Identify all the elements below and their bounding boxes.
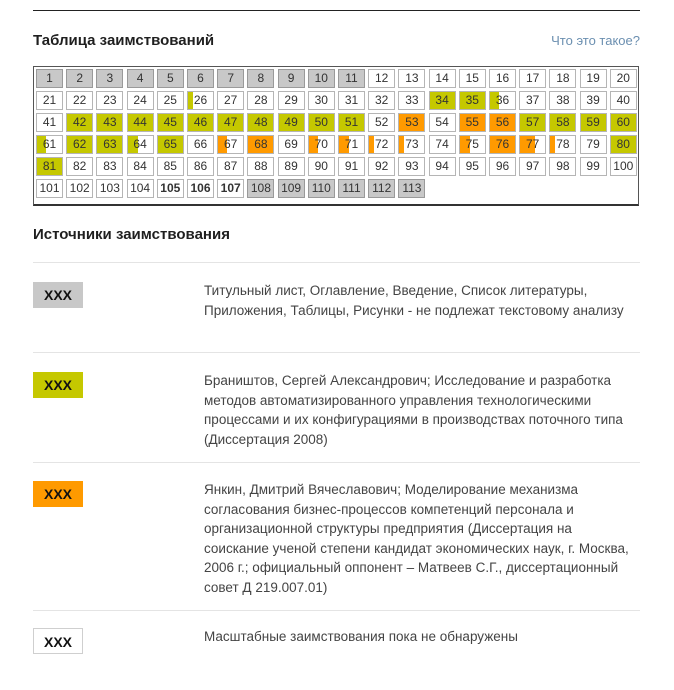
page-cell: [66, 135, 93, 154]
source-description: Браништов, Сергей Александрович; Исследование и разработка методов автоматизированного управления технологическими процессами и их конфигурациями в производствах поточного типа (Диссертация 2008): [204, 373, 623, 447]
page-number: 46: [193, 115, 208, 129]
page-cell: [66, 69, 93, 88]
page-number: 87: [224, 159, 238, 173]
page-cell: [187, 135, 214, 154]
page-cell: [96, 135, 123, 154]
source-row: [33, 352, 640, 463]
page-cell: [187, 113, 214, 132]
page-number: 98: [556, 159, 570, 173]
page-number: 109: [281, 181, 302, 195]
page-number: 21: [42, 93, 57, 107]
source-description: Янкин, Дмитрий Вячеславович; Моделирование механизма согласования бизнес-процессов компетенций персонала и организационной структуры предприятия (Диссертация на соискание ученой степени кандидат экономических наук, г. Москва, 2006 г.; официальный оппонент – Матвеев С.Г., диссертационный совет Д 219.007.01): [204, 482, 629, 595]
page-number: 99: [586, 159, 600, 173]
page-number: 103: [99, 181, 120, 195]
page-cell: [66, 179, 93, 198]
page-number: 38: [556, 93, 570, 107]
page-cell: [459, 135, 486, 154]
page-cell: [278, 91, 305, 110]
page-number: 113: [402, 181, 422, 195]
page-cell: [459, 157, 486, 176]
page-cell: [66, 157, 93, 176]
page-cell: [157, 91, 184, 110]
page-cell: [36, 91, 63, 110]
page-cell: [308, 91, 335, 110]
source-row: [33, 262, 640, 353]
page-number: 65: [163, 137, 177, 151]
page-cell: [398, 179, 425, 198]
page-cell: [308, 179, 335, 198]
page-number: 105: [160, 181, 181, 195]
page-number: 88: [254, 159, 268, 173]
page-cell: [489, 113, 516, 132]
page-cell: [247, 113, 274, 132]
page-cell: [308, 113, 335, 132]
page-number: 93: [405, 159, 419, 173]
page-number: 61: [42, 137, 57, 151]
page-cell: [338, 113, 365, 132]
page-number: 31: [344, 93, 359, 107]
page-cell: [127, 91, 154, 110]
source-description: Масштабные заимствования пока не обнаружены: [204, 629, 518, 644]
page-cell: [489, 135, 516, 154]
page-cell: [157, 113, 184, 132]
page-number: 81: [42, 159, 57, 173]
page-number: 53: [405, 115, 419, 129]
page-cell: [398, 135, 425, 154]
page-cell: [127, 179, 154, 198]
page-number: 22: [73, 93, 87, 107]
page-cell: [308, 135, 335, 154]
borrowing-fill: [399, 136, 404, 153]
page-cell: [368, 69, 395, 88]
page-number: 82: [73, 159, 87, 173]
page-number: 79: [586, 137, 600, 151]
page-number: 34: [435, 93, 449, 107]
page-number: 80: [616, 137, 630, 151]
page-number: 76: [495, 137, 510, 151]
source-badge: XXX: [33, 372, 83, 398]
source-row: [33, 462, 640, 611]
page-number: 8: [257, 71, 265, 85]
page-number: 100: [613, 159, 634, 173]
page-cell: [610, 135, 637, 154]
page-cell: [549, 69, 576, 88]
page-number: 13: [405, 71, 419, 85]
page-cell: [187, 157, 214, 176]
page-cell: [489, 157, 516, 176]
page-cell: [549, 113, 576, 132]
page-number: 19: [586, 71, 600, 85]
page-cell: [610, 157, 637, 176]
page-cell: [187, 69, 214, 88]
page-number: 97: [526, 159, 540, 173]
page-number: 32: [375, 93, 389, 107]
page-cell: [96, 69, 123, 88]
page-number: 67: [224, 137, 238, 151]
borrowing-fill: [550, 136, 555, 153]
sources-title: Источники заимствования: [33, 226, 230, 243]
page-cell: [127, 135, 154, 154]
page-cell: [429, 157, 456, 176]
page-number: 16: [495, 71, 510, 85]
page-cell: [368, 135, 395, 154]
page-number: 2: [76, 71, 84, 85]
page-cell: [580, 135, 607, 154]
page-number: 90: [314, 159, 328, 173]
page-number: 25: [163, 93, 177, 107]
page-cell: [549, 157, 576, 176]
page-number: 52: [375, 115, 389, 129]
borrowing-fill: [369, 136, 374, 153]
page-cell: [217, 69, 244, 88]
page-number: 17: [526, 71, 540, 85]
page-number: 94: [435, 159, 449, 173]
page-title: Таблица заимствований: [33, 31, 215, 49]
table-header: [33, 30, 640, 50]
page-cell: [580, 91, 607, 110]
page-number: 75: [465, 137, 479, 151]
what-is-this-link[interactable]: Что это такое?: [551, 32, 640, 48]
page-cell: [398, 69, 425, 88]
page-cell: [338, 135, 365, 154]
page-number: 28: [254, 93, 268, 107]
page-cell: [308, 69, 335, 88]
page-cell: [217, 113, 244, 132]
page-cell: [127, 69, 154, 88]
page-number: 112: [372, 181, 392, 195]
page-number: 78: [556, 137, 570, 151]
page-cell: [157, 179, 184, 198]
page-number: 7: [227, 71, 235, 85]
page-cell: [368, 91, 395, 110]
page-number: 85: [163, 159, 177, 173]
page-number: 35: [465, 93, 479, 107]
page-number: 1: [46, 71, 53, 85]
top-divider: [33, 10, 640, 11]
page-number: 110: [311, 181, 331, 195]
page-number: 77: [526, 137, 540, 151]
page-cell: [247, 179, 274, 198]
source-badge: XXX: [33, 628, 83, 654]
page-number: 9: [287, 71, 295, 85]
page-cell: [308, 157, 335, 176]
page-number: 71: [344, 137, 359, 151]
page-cell: [580, 69, 607, 88]
page-number: 60: [616, 115, 630, 129]
page-cell: [217, 179, 244, 198]
page-cell: [459, 91, 486, 110]
page-cell: [187, 91, 214, 110]
page-number: 58: [556, 115, 570, 129]
page-cell: [217, 157, 244, 176]
page-number: 59: [586, 115, 600, 129]
page-cell: [187, 179, 214, 198]
page-cell: [127, 157, 154, 176]
page-cell: [96, 157, 123, 176]
page-cell: [549, 91, 576, 110]
page-cell: [398, 91, 425, 110]
page-number: 39: [586, 93, 600, 107]
page-number: 29: [284, 93, 298, 107]
page-cell: [247, 69, 274, 88]
page-cell: [368, 179, 395, 198]
page-cell: [429, 91, 456, 110]
page-cell: [247, 135, 274, 154]
page-number: 63: [103, 137, 117, 151]
page-number: 57: [526, 115, 540, 129]
page-number: 15: [465, 71, 479, 85]
page-number: 104: [130, 181, 151, 195]
page-cell: [459, 113, 486, 132]
source-row: [33, 610, 640, 671]
page-number: 102: [69, 181, 90, 195]
page-number: 107: [220, 181, 241, 195]
page-number: 50: [314, 115, 328, 129]
page-cell: [429, 135, 456, 154]
page-cell: [96, 179, 123, 198]
page-number: 10: [314, 71, 328, 85]
page-cell: [217, 91, 244, 110]
page-cell: [157, 69, 184, 88]
page-cell: [610, 91, 637, 110]
page-number: 36: [495, 93, 510, 107]
page-number: 95: [465, 159, 479, 173]
source-badge: XXX: [33, 282, 83, 308]
page-number: 12: [375, 71, 389, 85]
borrowing-fill: [188, 92, 193, 109]
page-cell: [580, 113, 607, 132]
page-number: 44: [133, 115, 147, 129]
page-cell: [278, 179, 305, 198]
page-number: 41: [42, 115, 57, 129]
page-number: 6: [197, 71, 204, 85]
page-number: 84: [133, 159, 147, 173]
page-cell: [519, 157, 546, 176]
page-cell: [36, 113, 63, 132]
page-cell: [338, 157, 365, 176]
page-number: 86: [193, 159, 208, 173]
page-cell: [519, 135, 546, 154]
page-number: 51: [344, 115, 359, 129]
page-cell: [610, 69, 637, 88]
borrowing-grid: [33, 66, 639, 206]
page-number: 72: [375, 137, 389, 151]
page-cell: [519, 113, 546, 132]
page-cell: [157, 135, 184, 154]
page-number: 74: [435, 137, 449, 151]
page-cell: [278, 113, 305, 132]
page-cell: [519, 69, 546, 88]
page-number: 3: [106, 71, 114, 85]
page-number: 27: [224, 93, 238, 107]
page-number: 5: [166, 71, 174, 85]
page-cell: [489, 91, 516, 110]
page-cell: [36, 69, 63, 88]
page-number: 33: [405, 93, 419, 107]
page-number: 49: [284, 115, 298, 129]
page-number: 68: [254, 137, 268, 151]
page-cell: [398, 157, 425, 176]
page-cell: [96, 91, 123, 110]
page-number: 54: [435, 115, 449, 129]
page-number: 101: [39, 181, 60, 195]
page-number: 111: [342, 181, 361, 195]
page-cell: [217, 135, 244, 154]
page-cell: [247, 91, 274, 110]
page-cell: [338, 69, 365, 88]
page-number: 47: [224, 115, 238, 129]
page-number: 73: [405, 137, 419, 151]
page-cell: [127, 113, 154, 132]
page-number: 48: [254, 115, 268, 129]
page-cell: [519, 91, 546, 110]
page-cell: [368, 157, 395, 176]
page-cell: [398, 113, 425, 132]
page-cell: [278, 135, 305, 154]
page-cell: [66, 91, 93, 110]
page-number: 66: [193, 137, 208, 151]
page-cell: [36, 179, 63, 198]
page-number: 91: [344, 159, 359, 173]
page-cell: [580, 157, 607, 176]
page-cell: [278, 157, 305, 176]
page-cell: [36, 135, 63, 154]
page-cell: [247, 157, 274, 176]
page-cell: [96, 113, 123, 132]
page-cell: [429, 113, 456, 132]
page-number: 83: [103, 159, 117, 173]
page-cell: [549, 135, 576, 154]
page-cell: [429, 69, 456, 88]
page-number: 89: [284, 159, 298, 173]
page-number: 45: [163, 115, 177, 129]
page-cell: [338, 91, 365, 110]
page-cell: [459, 69, 486, 88]
page-number: 40: [616, 93, 630, 107]
page-number: 69: [284, 137, 298, 151]
page-number: 24: [133, 93, 147, 107]
page-number: 4: [136, 71, 144, 85]
page-number: 14: [435, 71, 449, 85]
page-number: 96: [495, 159, 510, 173]
page-cell: [278, 69, 305, 88]
source-description: Титульный лист, Оглавление, Введение, Список литературы, Приложения, Таблицы, Рисунки - не подлежат текстовому анализу: [204, 283, 624, 318]
page-number: 92: [375, 159, 389, 173]
page-number: 43: [103, 115, 117, 129]
page-number: 55: [465, 115, 479, 129]
page-number: 23: [103, 93, 117, 107]
page-number: 70: [314, 137, 328, 151]
page-number: 42: [73, 115, 87, 129]
page-cell: [338, 179, 365, 198]
page-number: 26: [193, 93, 208, 107]
page-cell: [66, 113, 93, 132]
page-number: 37: [526, 93, 540, 107]
page-number: 56: [495, 115, 510, 129]
page-number: 106: [190, 181, 211, 195]
page-number: 30: [314, 93, 328, 107]
page-cell: [157, 157, 184, 176]
page-number: 62: [73, 137, 87, 151]
page-number: 20: [616, 71, 630, 85]
page-cell: [610, 113, 637, 132]
page-number: 64: [133, 137, 147, 151]
source-badge: XXX: [33, 481, 83, 507]
page-cell: [368, 113, 395, 132]
page-number: 11: [345, 71, 358, 85]
page-number: 18: [556, 71, 570, 85]
page-cell: [489, 69, 516, 88]
page-cell: [36, 157, 63, 176]
page-number: 108: [250, 181, 271, 195]
